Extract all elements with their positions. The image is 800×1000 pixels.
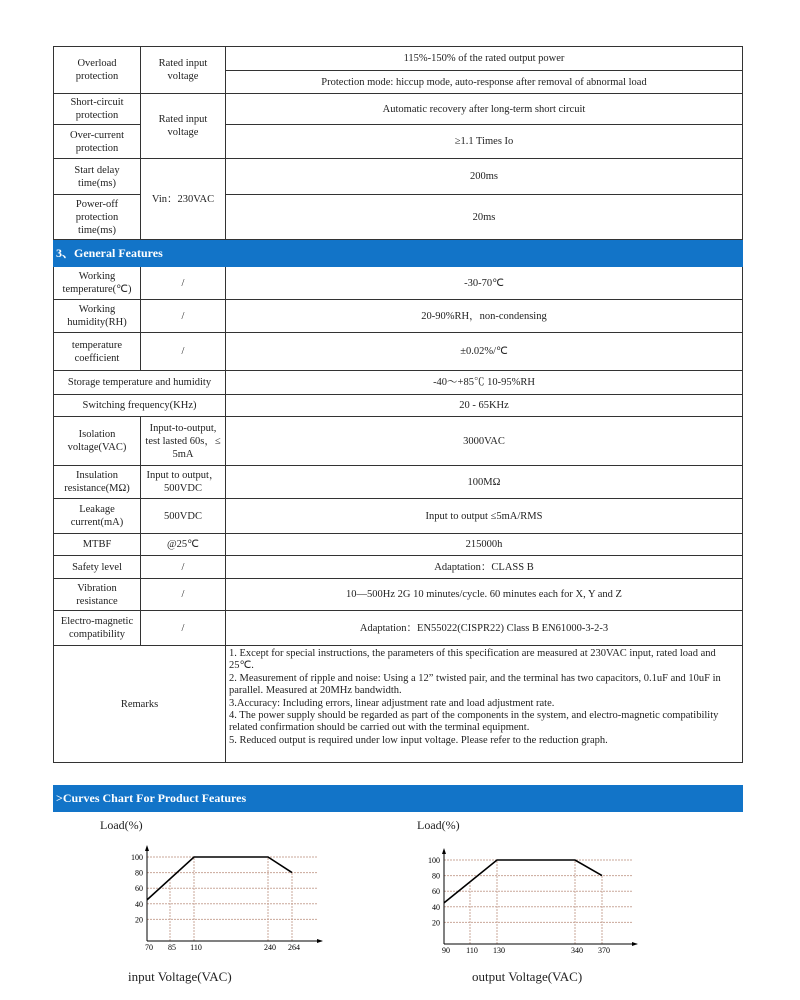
row-condition: /	[141, 556, 226, 579]
row-label: Working temperature(℃)	[54, 267, 141, 300]
row-value: Input to output ≤5mA/RMS	[226, 499, 743, 534]
row-value: ±0.02%/℃	[226, 333, 743, 371]
row-value: 200ms	[226, 159, 743, 195]
row-condition: /	[141, 611, 226, 646]
row-condition: Rated input voltage	[141, 47, 226, 94]
curves-section-header: >Curves Chart For Product Features	[53, 785, 743, 812]
row-condition: Vin：230VAC	[141, 159, 226, 240]
row-value: 215000h	[226, 534, 743, 556]
chart-xlabel: input Voltage(VAC)	[128, 969, 232, 984]
x-tick-label: 85	[168, 943, 176, 952]
row-label: Power-off protection time(ms)	[54, 195, 141, 240]
row-value: Adaptation：CLASS B	[226, 556, 743, 579]
row-condition: Rated input voltage	[141, 94, 226, 159]
x-tick-label: 240	[264, 943, 276, 952]
remark: 5. Reduced output is required under low input voltage. Please refer to the reduction graph.	[229, 734, 608, 746]
row-condition: Input-to-output, test lasted 60s，≤ 5mA	[141, 417, 226, 466]
row-label: Insulation resistance(MΩ)	[54, 466, 141, 499]
row-label: Isolation voltage(VAC)	[54, 417, 141, 466]
row-label: Start delay time(ms)	[54, 159, 141, 195]
row-label: Working humidity(RH)	[54, 300, 141, 333]
chart-ylabel: Load(%)	[417, 818, 460, 832]
row-value: 3000VAC	[226, 417, 743, 466]
row-value: ≥1.1 Times Io	[226, 125, 743, 159]
row-label: Storage temperature and humidity	[54, 371, 226, 395]
row-value: 20-90%RH，non-condensing	[226, 300, 743, 333]
row-label: Electro-magnetic compatibility	[54, 611, 141, 646]
x-tick-label: 110	[190, 943, 202, 952]
row-condition: @25℃	[141, 534, 226, 556]
y-tick-label: 40	[432, 902, 440, 912]
x-tick-label: 340	[571, 946, 583, 955]
row-value: -30-70℃	[226, 267, 743, 300]
row-condition: /	[141, 300, 226, 333]
row-label: Over-current protection	[54, 125, 141, 159]
remark: 1. Except for special instructions, the parameters of this specification are measured at 230VAC input, rated load and 25℃.	[229, 648, 716, 672]
row-value: 100MΩ	[226, 466, 743, 499]
row-label: Vibration resistance	[54, 579, 141, 611]
x-tick-label: 264	[288, 943, 300, 952]
row-value: 20ms	[226, 195, 743, 240]
remark: 3.Accuracy: Including errors, linear adjustment rate and load adjustment rate.	[229, 697, 555, 709]
x-axis-arrow-icon	[632, 942, 638, 946]
y-axis-arrow-icon	[145, 845, 149, 851]
y-axis-arrow-icon	[442, 848, 446, 854]
row-label: Switching frequency(KHz)	[54, 395, 226, 417]
row-value: 10—500Hz 2G 10 minutes/cycle. 60 minutes each for X, Y and Z	[226, 579, 743, 611]
row-value: Adaptation：EN55022(CISPR22) Class B EN61000-3-2-3	[226, 611, 743, 646]
row-label: Leakage current(mA)	[54, 499, 141, 534]
row-condition: /	[141, 267, 226, 300]
row-label: Short-circuit protection	[54, 94, 141, 125]
x-tick-label: 70	[145, 943, 153, 952]
derating-curve	[147, 857, 292, 900]
x-tick-label: 370	[598, 946, 610, 955]
chart-xlabel: output Voltage(VAC)	[472, 969, 583, 984]
remark: 4. The power supply should be regarded as part of the components in the system, and electro-magnetic compatibility related confirmation should be carried out with the terminal equipment.	[229, 710, 719, 734]
remarks-label: Remarks	[54, 646, 226, 763]
row-label: Overload protection	[54, 47, 141, 94]
x-tick-label: 130	[493, 946, 505, 955]
remark: 2. Measurement of ripple and noise: Using a 12” twisted pair, and the terminal has two capacitors, 0.1uF and 10uF in parallel. Measured at 20MHz bandwidth.	[229, 672, 721, 697]
row-label: Safety level	[54, 556, 141, 579]
row-condition: /	[141, 333, 226, 371]
x-tick-label: 90	[442, 946, 450, 955]
row-condition: /	[141, 579, 226, 611]
row-value: -40～+85℃ 10-95%RH	[226, 371, 743, 395]
y-tick-label: 40	[135, 899, 143, 909]
y-tick-label: 60	[135, 884, 143, 894]
y-tick-label: 20	[135, 915, 143, 925]
y-tick-label: 80	[432, 871, 440, 881]
row-value: 20 - 65KHz	[226, 395, 743, 417]
y-tick-label: 100	[131, 853, 143, 862]
chart-ylabel: Load(%)	[100, 818, 143, 832]
row-value: Protection mode: hiccup mode, auto-response after removal of abnormal load	[226, 71, 743, 94]
row-value: Automatic recovery after long-term short circuit	[226, 94, 743, 125]
row-label: temperature coefficient	[54, 333, 141, 371]
row-condition: Input to output，500VDC	[141, 466, 226, 499]
y-tick-label: 20	[432, 918, 440, 928]
x-axis-arrow-icon	[317, 939, 323, 943]
y-tick-label: 100	[428, 856, 440, 865]
derating-curve	[444, 860, 602, 903]
row-label: MTBF	[54, 534, 141, 556]
row-condition: 500VDC	[141, 499, 226, 534]
y-tick-label: 80	[135, 868, 143, 878]
section-header: 3、General Features	[54, 240, 743, 267]
x-tick-label: 110	[466, 946, 478, 955]
y-tick-label: 60	[432, 887, 440, 897]
row-value: 115%-150% of the rated output power	[226, 47, 743, 71]
